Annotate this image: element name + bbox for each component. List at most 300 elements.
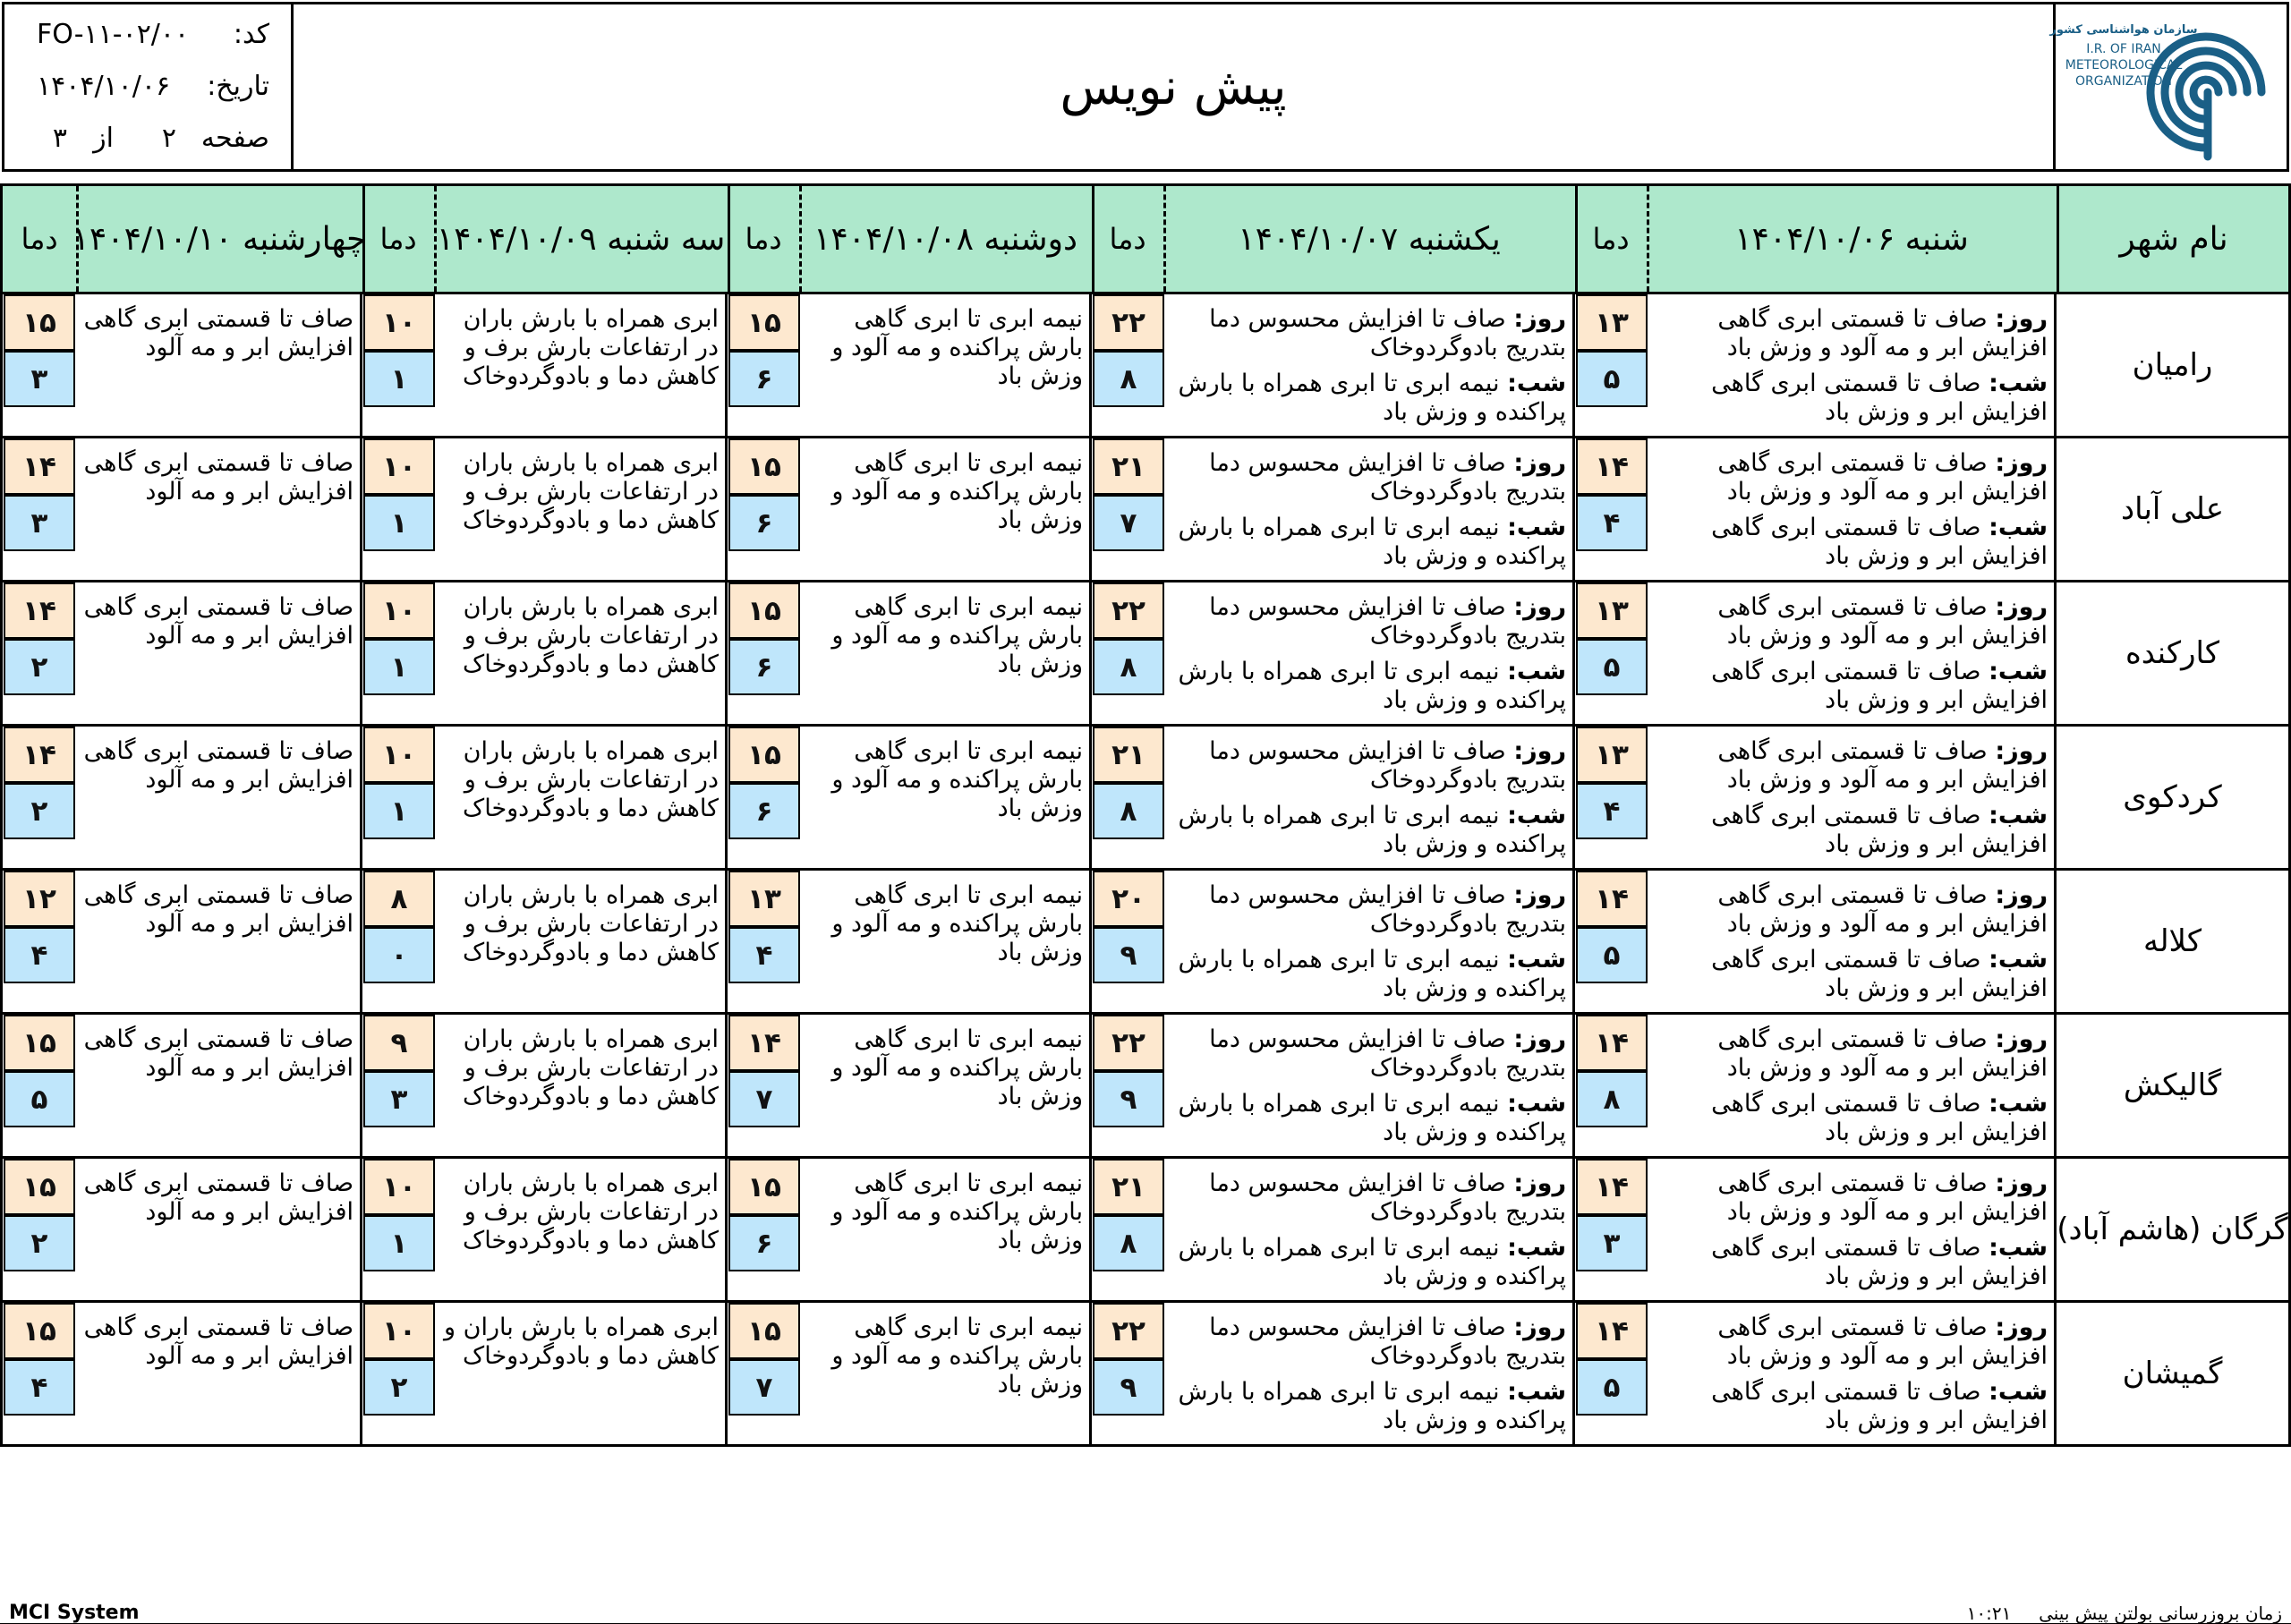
day-label: روز: bbox=[1995, 881, 2048, 909]
day-label: روز: bbox=[1513, 1025, 1566, 1053]
forecast-description bbox=[1163, 1015, 1575, 1156]
min-temp: ۶ bbox=[728, 639, 800, 695]
night-label: شب: bbox=[1989, 1234, 2048, 1262]
forecast-description bbox=[799, 1015, 1092, 1156]
min-temp: ۹ bbox=[1093, 927, 1164, 983]
divider bbox=[1163, 186, 1166, 292]
document-meta bbox=[4, 4, 294, 169]
page-current: ۲ bbox=[161, 123, 176, 154]
day-label: روز: bbox=[1995, 305, 2048, 333]
min-temp: ۸ bbox=[1093, 639, 1164, 695]
max-temp: ۱۰ bbox=[363, 582, 435, 639]
forecast-description bbox=[799, 582, 1092, 724]
max-temp: ۱۵ bbox=[728, 1303, 800, 1359]
forecast-description bbox=[434, 582, 728, 724]
system-name: MCI System bbox=[9, 1602, 140, 1624]
forecast-description bbox=[799, 727, 1092, 868]
min-temp: ۳ bbox=[4, 351, 75, 407]
forecast-description bbox=[76, 727, 362, 868]
update-time: ۱۰:۲۱ bbox=[1966, 1603, 2012, 1624]
forecast-description bbox=[434, 1015, 728, 1156]
max-temp: ۱۵ bbox=[4, 294, 75, 351]
forecast-description bbox=[799, 1159, 1092, 1300]
max-temp: ۱۳ bbox=[728, 871, 800, 927]
divider bbox=[728, 186, 730, 292]
max-temp: ۱۰ bbox=[363, 294, 435, 351]
city-name: گمیشان bbox=[2122, 1356, 2223, 1391]
forecast-text: ابری همراه با بارش باران در ارتفاعات بارش برف و کاهش دما و بادوگردوخاک bbox=[463, 737, 719, 822]
min-temp: ۶ bbox=[728, 1215, 800, 1271]
max-temp: ۱۲ bbox=[4, 871, 75, 927]
max-temp: ۲۱ bbox=[1093, 438, 1164, 495]
min-temp: ۵ bbox=[4, 1071, 75, 1127]
temp-header-day5: دما bbox=[21, 222, 58, 256]
day-forecast bbox=[1169, 1025, 1566, 1083]
forecast-description bbox=[76, 871, 362, 1012]
min-temp: ۴ bbox=[4, 927, 75, 983]
max-temp: ۲۰ bbox=[1093, 871, 1164, 927]
day-forecast bbox=[1652, 737, 2048, 795]
night-forecast-text: نیمه ابری تا ابری همراه با بارش پراکنده و وزش باد bbox=[1178, 1090, 1566, 1146]
min-temp: ۵ bbox=[1576, 639, 1648, 695]
day-header-5: چهارشنبه ۱۴۰۴/۱۰/۱۰ bbox=[72, 220, 367, 258]
forecast-text: صاف تا قسمتی ابری گاهی افزایش ابر و مه آلود bbox=[83, 881, 353, 938]
night-forecast bbox=[1169, 1090, 1566, 1147]
min-temp: ۶ bbox=[728, 351, 800, 407]
max-temp: ۱۴ bbox=[728, 1015, 800, 1071]
night-label: شب: bbox=[1507, 514, 1566, 541]
max-temp: ۲۱ bbox=[1093, 727, 1164, 783]
day-forecast bbox=[1169, 881, 1566, 939]
date-value: ۱۴۰۴/۱۰/۰۶ bbox=[37, 71, 171, 102]
day-forecast-text: صاف تا افزایش محسوس دما بتدریج بادوگردوخاک bbox=[1209, 1025, 1566, 1082]
forecast-description bbox=[1163, 1303, 1575, 1444]
date-label: تاریخ: bbox=[207, 71, 269, 102]
table-header-row bbox=[0, 183, 2291, 294]
forecast-description bbox=[434, 871, 728, 1012]
max-temp: ۱۵ bbox=[728, 438, 800, 495]
divider bbox=[1092, 186, 1094, 292]
min-temp: ۱ bbox=[363, 1215, 435, 1271]
night-forecast bbox=[1169, 658, 1566, 715]
max-temp: ۱۴ bbox=[4, 582, 75, 639]
min-temp: ۳ bbox=[1576, 1215, 1648, 1271]
max-temp: ۲۱ bbox=[1093, 1159, 1164, 1215]
forecast-text: صاف تا قسمتی ابری گاهی افزایش ابر و مه آلود bbox=[83, 1169, 353, 1226]
day-forecast bbox=[1169, 449, 1566, 506]
day-label: روز: bbox=[1995, 449, 2048, 477]
forecast-text: ابری همراه با بارش باران در ارتفاعات بارش برف و کاهش دما و بادوگردوخاک bbox=[463, 449, 719, 534]
day-header-4: سه شنبه ۱۴۰۴/۱۰/۰۹ bbox=[436, 220, 726, 258]
day-forecast-text: صاف تا قسمتی ابری گاهی افزایش ابر و مه آلود و وزش باد bbox=[1717, 449, 2048, 506]
day-label: روز: bbox=[1995, 1169, 2048, 1197]
day-forecast bbox=[1652, 593, 2048, 650]
forecast-text: نیمه ابری تا ابری گاهی بارش پراکنده و مه آلود و وزش باد bbox=[831, 1025, 1083, 1110]
min-temp: ۹ bbox=[1093, 1071, 1164, 1127]
max-temp: ۲۲ bbox=[1093, 1015, 1164, 1071]
night-label: شب: bbox=[1989, 658, 2048, 685]
page-total: ۳ bbox=[52, 123, 67, 154]
code-label: کد: bbox=[233, 19, 269, 50]
day-label: روز: bbox=[1995, 1025, 2048, 1053]
night-label: شب: bbox=[1989, 514, 2048, 541]
max-temp: ۱۴ bbox=[1576, 1159, 1648, 1215]
forecast-text: نیمه ابری تا ابری گاهی بارش پراکنده و مه آلود و وزش باد bbox=[831, 305, 1083, 390]
forecast-description bbox=[1647, 727, 2057, 868]
day-forecast bbox=[1652, 1169, 2048, 1227]
day-forecast bbox=[1652, 1025, 2048, 1083]
day-label: روز: bbox=[1513, 449, 1566, 477]
forecast-description bbox=[1647, 582, 2057, 724]
min-temp: ۲ bbox=[4, 783, 75, 839]
max-temp: ۱۵ bbox=[4, 1159, 75, 1215]
night-forecast-text: نیمه ابری تا ابری همراه با بارش پراکنده و وزش باد bbox=[1178, 370, 1566, 426]
night-label: شب: bbox=[1507, 658, 1566, 685]
max-temp: ۲۲ bbox=[1093, 1303, 1164, 1359]
max-temp: ۱۴ bbox=[1576, 438, 1648, 495]
forecast-description bbox=[434, 727, 728, 868]
update-time-note bbox=[1967, 1603, 2282, 1624]
logo-text-en-1: I.R. OF IRAN bbox=[2086, 42, 2161, 56]
forecast-description bbox=[1647, 1303, 2057, 1444]
city-name: کلاله bbox=[2142, 923, 2202, 959]
divider bbox=[362, 186, 365, 292]
min-temp: ۸ bbox=[1093, 1215, 1164, 1271]
min-temp: ۷ bbox=[728, 1071, 800, 1127]
city-name: کردکوی bbox=[2123, 779, 2222, 815]
max-temp: ۱۳ bbox=[1576, 582, 1648, 639]
forecast-text: نیمه ابری تا ابری گاهی بارش پراکنده و مه آلود و وزش باد bbox=[831, 593, 1083, 678]
table-row bbox=[0, 294, 2291, 438]
day-forecast-text: صاف تا قسمتی ابری گاهی افزایش ابر و مه آلود و وزش باد bbox=[1717, 305, 2048, 361]
max-temp: ۸ bbox=[363, 871, 435, 927]
city-name: گالیکش bbox=[2123, 1067, 2222, 1103]
day-forecast bbox=[1169, 305, 1566, 362]
table-row bbox=[0, 582, 2291, 727]
forecast-text: نیمه ابری تا ابری گاهی بارش پراکنده و مه آلود و وزش باد bbox=[831, 449, 1083, 534]
min-temp: ۹ bbox=[1093, 1359, 1164, 1416]
temp-header-day4: دما bbox=[379, 222, 417, 256]
night-forecast bbox=[1652, 946, 2048, 1003]
max-temp: ۱۴ bbox=[4, 727, 75, 783]
forecast-description bbox=[1163, 871, 1575, 1012]
day-forecast bbox=[1652, 1314, 2048, 1371]
night-label: شب: bbox=[1507, 802, 1566, 829]
max-temp: ۱۵ bbox=[728, 727, 800, 783]
forecast-text: ابری همراه با بارش باران در ارتفاعات بارش برف و کاهش دما و بادوگردوخاک bbox=[463, 305, 719, 390]
forecast-description bbox=[799, 294, 1092, 436]
logo-text-en-3: ORGANIZATION bbox=[2074, 74, 2173, 89]
max-temp: ۱۰ bbox=[363, 1159, 435, 1215]
min-temp: ۷ bbox=[728, 1359, 800, 1416]
day-forecast-text: صاف تا افزایش محسوس دما بتدریج بادوگردوخاک bbox=[1209, 593, 1566, 650]
forecast-text: صاف تا قسمتی ابری گاهی افزایش ابر و مه آلود bbox=[83, 737, 353, 794]
forecast-description bbox=[1647, 438, 2057, 580]
document-header bbox=[2, 2, 2289, 172]
forecast-description bbox=[1163, 1159, 1575, 1300]
max-temp: ۲۲ bbox=[1093, 582, 1164, 639]
forecast-text: صاف تا قسمتی ابری گاهی افزایش ابر و مه آلود bbox=[83, 305, 353, 361]
day-forecast-text: صاف تا قسمتی ابری گاهی افزایش ابر و مه آلود و وزش باد bbox=[1717, 1169, 2048, 1226]
code-row bbox=[4, 19, 291, 69]
logo-text-fa: سازمان هواشناسی کشور bbox=[2049, 23, 2198, 37]
night-forecast-text: صاف تا قسمتی ابری گاهی افزایش ابر و وزش باد bbox=[1711, 1234, 2048, 1290]
forecast-description bbox=[1647, 1159, 2057, 1300]
page-label: صفحه bbox=[200, 123, 269, 154]
min-temp: ۷ bbox=[1093, 495, 1164, 551]
forecast-text: صاف تا قسمتی ابری گاهی افزایش ابر و مه آلود bbox=[83, 1025, 353, 1082]
day-forecast bbox=[1169, 593, 1566, 650]
max-temp: ۹ bbox=[363, 1015, 435, 1071]
night-forecast bbox=[1652, 1378, 2048, 1435]
night-label: شب: bbox=[1989, 370, 2048, 397]
table-row bbox=[0, 871, 2291, 1015]
night-forecast-text: نیمه ابری تا ابری همراه با بارش پراکنده و وزش باد bbox=[1178, 1234, 1566, 1290]
forecast-description bbox=[434, 438, 728, 580]
night-forecast-text: نیمه ابری تا ابری همراه با بارش پراکنده و وزش باد bbox=[1178, 946, 1566, 1002]
min-temp: ۴ bbox=[1576, 783, 1648, 839]
day-label: روز: bbox=[1995, 593, 2048, 621]
night-label: شب: bbox=[1989, 946, 2048, 974]
day-forecast-text: صاف تا افزایش محسوس دما بتدریج بادوگردوخاک bbox=[1209, 305, 1566, 361]
night-forecast bbox=[1652, 370, 2048, 427]
forecast-description bbox=[799, 1303, 1092, 1444]
min-temp: ۵ bbox=[1576, 927, 1648, 983]
night-forecast bbox=[1652, 1090, 2048, 1147]
night-forecast-text: صاف تا قسمتی ابری گاهی افزایش ابر و وزش باد bbox=[1711, 370, 2048, 426]
min-temp: ۸ bbox=[1093, 351, 1164, 407]
night-forecast-text: صاف تا قسمتی ابری گاهی افزایش ابر و وزش باد bbox=[1711, 658, 2048, 714]
forecast-text: ابری همراه با بارش باران در ارتفاعات بارش برف و کاهش دما و بادوگردوخاک bbox=[463, 593, 719, 678]
forecast-description bbox=[1163, 727, 1575, 868]
day-header-2: یکشنبه ۱۴۰۴/۱۰/۰۷ bbox=[1238, 220, 1501, 258]
forecast-text: ابری همراه با بارش باران در ارتفاعات بارش برف و کاهش دما و بادوگردوخاک bbox=[463, 881, 719, 966]
forecast-description bbox=[1647, 871, 2057, 1012]
min-temp: ۱ bbox=[363, 783, 435, 839]
night-forecast-text: صاف تا قسمتی ابری گاهی افزایش ابر و وزش باد bbox=[1711, 514, 2048, 570]
divider bbox=[1575, 186, 1578, 292]
day-forecast-text: صاف تا افزایش محسوس دما بتدریج بادوگردوخاک bbox=[1209, 737, 1566, 794]
day-label: روز: bbox=[1513, 1314, 1566, 1341]
forecast-text: نیمه ابری تا ابری گاهی بارش پراکنده و مه آلود و وزش باد bbox=[831, 881, 1083, 966]
forecast-text: صاف تا قسمتی ابری گاهی افزایش ابر و مه آلود bbox=[83, 593, 353, 650]
max-temp: ۱۵ bbox=[4, 1015, 75, 1071]
day-forecast bbox=[1652, 305, 2048, 362]
min-temp: ۲ bbox=[4, 639, 75, 695]
min-temp: ۱ bbox=[363, 351, 435, 407]
max-temp: ۱۵ bbox=[728, 294, 800, 351]
min-temp: ۵ bbox=[1576, 1359, 1648, 1416]
night-forecast-text: نیمه ابری تا ابری همراه با بارش پراکنده و وزش باد bbox=[1178, 658, 1566, 714]
night-label: شب: bbox=[1507, 370, 1566, 397]
forecast-text: نیمه ابری تا ابری گاهی بارش پراکنده و مه آلود و وزش باد bbox=[831, 737, 1083, 822]
min-temp: ۴ bbox=[4, 1359, 75, 1416]
city-column-header: نام شهر bbox=[2119, 220, 2228, 258]
day-forecast-text: صاف تا قسمتی ابری گاهی افزایش ابر و مه آلود و وزش باد bbox=[1717, 1314, 2048, 1370]
day-label: روز: bbox=[1513, 881, 1566, 909]
night-forecast-text: صاف تا قسمتی ابری گاهی افزایش ابر و وزش باد bbox=[1711, 946, 2048, 1002]
day-label: روز: bbox=[1513, 737, 1566, 765]
divider bbox=[76, 186, 79, 292]
forecast-text: نیمه ابری تا ابری گاهی بارش پراکنده و مه آلود و وزش باد bbox=[831, 1314, 1083, 1399]
max-temp: ۲۲ bbox=[1093, 294, 1164, 351]
night-forecast bbox=[1652, 514, 2048, 571]
night-forecast bbox=[1169, 802, 1566, 859]
table-row bbox=[0, 438, 2291, 582]
min-temp: ۶ bbox=[728, 783, 800, 839]
max-temp: ۱۵ bbox=[728, 582, 800, 639]
table-row bbox=[0, 1159, 2291, 1303]
min-temp: ۳ bbox=[363, 1071, 435, 1127]
forecast-description bbox=[1647, 1015, 2057, 1156]
forecast-description bbox=[76, 1303, 362, 1444]
max-temp: ۱۰ bbox=[363, 727, 435, 783]
page-title: پیش نویس bbox=[1060, 57, 1287, 116]
day-forecast-text: صاف تا قسمتی ابری گاهی افزایش ابر و مه آلود و وزش باد bbox=[1717, 881, 2048, 938]
night-label: شب: bbox=[1989, 1090, 2048, 1118]
day-forecast bbox=[1169, 1314, 1566, 1371]
forecast-text: ابری همراه با بارش باران در ارتفاعات بارش برف و کاهش دما و بادوگردوخاک bbox=[463, 1025, 719, 1110]
min-temp: ۳ bbox=[4, 495, 75, 551]
forecast-text: ابری همراه با بارش باران و کاهش دما و بادوگردوخاک bbox=[444, 1314, 719, 1370]
day-forecast bbox=[1652, 881, 2048, 939]
forecast-description bbox=[1163, 582, 1575, 724]
max-temp: ۱۳ bbox=[1576, 727, 1648, 783]
forecast-description bbox=[76, 438, 362, 580]
forecast-description bbox=[434, 294, 728, 436]
min-temp: ۱ bbox=[363, 639, 435, 695]
night-forecast-text: نیمه ابری تا ابری همراه با بارش پراکنده و وزش باد bbox=[1178, 802, 1566, 858]
day-label: روز: bbox=[1995, 737, 2048, 765]
temp-header-day1: دما bbox=[1592, 222, 1630, 256]
min-temp: ۸ bbox=[1576, 1071, 1648, 1127]
max-temp: ۱۵ bbox=[4, 1303, 75, 1359]
day-label: روز: bbox=[1513, 1169, 1566, 1197]
night-forecast-text: نیمه ابری تا ابری همراه با بارش پراکنده و وزش باد bbox=[1178, 514, 1566, 570]
divider bbox=[1647, 186, 1649, 292]
forecast-description bbox=[1163, 438, 1575, 580]
min-temp: ۸ bbox=[1093, 783, 1164, 839]
night-label: شب: bbox=[1507, 946, 1566, 974]
day-label: روز: bbox=[1995, 1314, 2048, 1341]
meteorological-organization-logo bbox=[2049, 13, 2274, 161]
divider bbox=[799, 186, 802, 292]
city-name: رامیان bbox=[2132, 347, 2213, 383]
page-of: از bbox=[93, 123, 114, 154]
night-forecast bbox=[1169, 946, 1566, 1003]
max-temp: ۱۳ bbox=[1576, 294, 1648, 351]
max-temp: ۱۰ bbox=[363, 1303, 435, 1359]
forecast-description bbox=[434, 1159, 728, 1300]
day-forecast-text: صاف تا افزایش محسوس دما بتدریج بادوگردوخاک bbox=[1209, 1169, 1566, 1226]
day-label: روز: bbox=[1513, 593, 1566, 621]
night-label: شب: bbox=[1507, 1090, 1566, 1118]
forecast-description bbox=[76, 294, 362, 436]
min-temp: ۰ bbox=[363, 927, 435, 983]
table-row bbox=[0, 1303, 2291, 1447]
divider bbox=[2057, 186, 2059, 292]
day-forecast-text: صاف تا افزایش محسوس دما بتدریج بادوگردوخاک bbox=[1209, 881, 1566, 938]
page-row bbox=[4, 123, 291, 173]
max-temp: ۱۴ bbox=[1576, 1015, 1648, 1071]
forecast-text: صاف تا قسمتی ابری گاهی افزایش ابر و مه آلود bbox=[83, 449, 353, 506]
date-row bbox=[4, 71, 291, 121]
min-temp: ۲ bbox=[4, 1215, 75, 1271]
city-name: گرگان (هاشم آباد) bbox=[2057, 1212, 2288, 1247]
night-forecast-text: صاف تا قسمتی ابری گاهی افزایش ابر و وزش باد bbox=[1711, 802, 2048, 858]
night-label: شب: bbox=[1507, 1234, 1566, 1262]
night-forecast bbox=[1169, 1378, 1566, 1435]
night-forecast bbox=[1169, 514, 1566, 571]
night-forecast bbox=[1169, 370, 1566, 427]
day-forecast bbox=[1169, 737, 1566, 795]
forecast-text: ابری همراه با بارش باران در ارتفاعات بارش برف و کاهش دما و بادوگردوخاک bbox=[463, 1169, 719, 1254]
forecast-table bbox=[0, 183, 2291, 1447]
day-label: روز: bbox=[1513, 305, 1566, 333]
day-forecast-text: صاف تا قسمتی ابری گاهی افزایش ابر و مه آلود و وزش باد bbox=[1717, 593, 2048, 650]
table-row bbox=[0, 727, 2291, 871]
day-forecast-text: صاف تا افزایش محسوس دما بتدریج بادوگردوخاک bbox=[1209, 449, 1566, 506]
city-name: کارکنده bbox=[2125, 635, 2220, 671]
forecast-description bbox=[76, 582, 362, 724]
divider bbox=[434, 186, 437, 292]
day-header-1: شنبه ۱۴۰۴/۱۰/۰۶ bbox=[1734, 220, 1969, 258]
min-temp: ۲ bbox=[363, 1359, 435, 1416]
night-forecast-text: نیمه ابری تا ابری همراه با بارش پراکنده و وزش باد bbox=[1178, 1378, 1566, 1434]
day-forecast-text: صاف تا قسمتی ابری گاهی افزایش ابر و مه آلود و وزش باد bbox=[1717, 1025, 2048, 1082]
logo-cell bbox=[2049, 4, 2287, 169]
night-forecast bbox=[1652, 1234, 2048, 1291]
min-temp: ۱ bbox=[363, 495, 435, 551]
city-name: علی آباد bbox=[2120, 491, 2225, 527]
temp-header-day3: دما bbox=[745, 222, 782, 256]
max-temp: ۱۴ bbox=[1576, 1303, 1648, 1359]
max-temp: ۱۵ bbox=[728, 1159, 800, 1215]
forecast-description bbox=[76, 1015, 362, 1156]
day-forecast bbox=[1652, 449, 2048, 506]
day-forecast-text: صاف تا قسمتی ابری گاهی افزایش ابر و مه آلود و وزش باد bbox=[1717, 737, 2048, 794]
forecast-description bbox=[76, 1159, 362, 1300]
day-forecast-text: صاف تا افزایش محسوس دما بتدریج بادوگردوخاک bbox=[1209, 1314, 1566, 1370]
night-forecast-text: صاف تا قسمتی ابری گاهی افزایش ابر و وزش باد bbox=[1711, 1090, 2048, 1146]
night-forecast bbox=[1652, 802, 2048, 859]
day-header-3: دوشنبه ۱۴۰۴/۱۰/۰۸ bbox=[813, 220, 1078, 258]
night-label: شب: bbox=[1989, 1378, 2048, 1406]
max-temp: ۱۴ bbox=[1576, 871, 1648, 927]
min-temp: ۶ bbox=[728, 495, 800, 551]
night-forecast bbox=[1652, 658, 2048, 715]
table-row bbox=[0, 1015, 2291, 1159]
min-temp: ۴ bbox=[728, 927, 800, 983]
night-forecast-text: صاف تا قسمتی ابری گاهی افزایش ابر و وزش باد bbox=[1711, 1378, 2048, 1434]
night-label: شب: bbox=[1989, 802, 2048, 829]
max-temp: ۱۴ bbox=[4, 438, 75, 495]
logo-text-en-2: METEOROLOGICAL bbox=[2065, 58, 2183, 72]
forecast-text: صاف تا قسمتی ابری گاهی افزایش ابر و مه آلود bbox=[83, 1314, 353, 1370]
forecast-description bbox=[1647, 294, 2057, 436]
forecast-description bbox=[799, 438, 1092, 580]
night-label: شب: bbox=[1507, 1378, 1566, 1406]
forecast-text: نیمه ابری تا ابری گاهی بارش پراکنده و مه آلود و وزش باد bbox=[831, 1169, 1083, 1254]
forecast-description bbox=[434, 1303, 728, 1444]
min-temp: ۵ bbox=[1576, 351, 1648, 407]
night-forecast bbox=[1169, 1234, 1566, 1291]
temp-header-day2: دما bbox=[1109, 222, 1146, 256]
update-label: زمان بروزرسانی بولتن پیش بینی bbox=[2039, 1603, 2282, 1624]
max-temp: ۱۰ bbox=[363, 438, 435, 495]
code-value: FO-۱۱-۰۲/۰۰ bbox=[37, 19, 190, 50]
forecast-description bbox=[799, 871, 1092, 1012]
